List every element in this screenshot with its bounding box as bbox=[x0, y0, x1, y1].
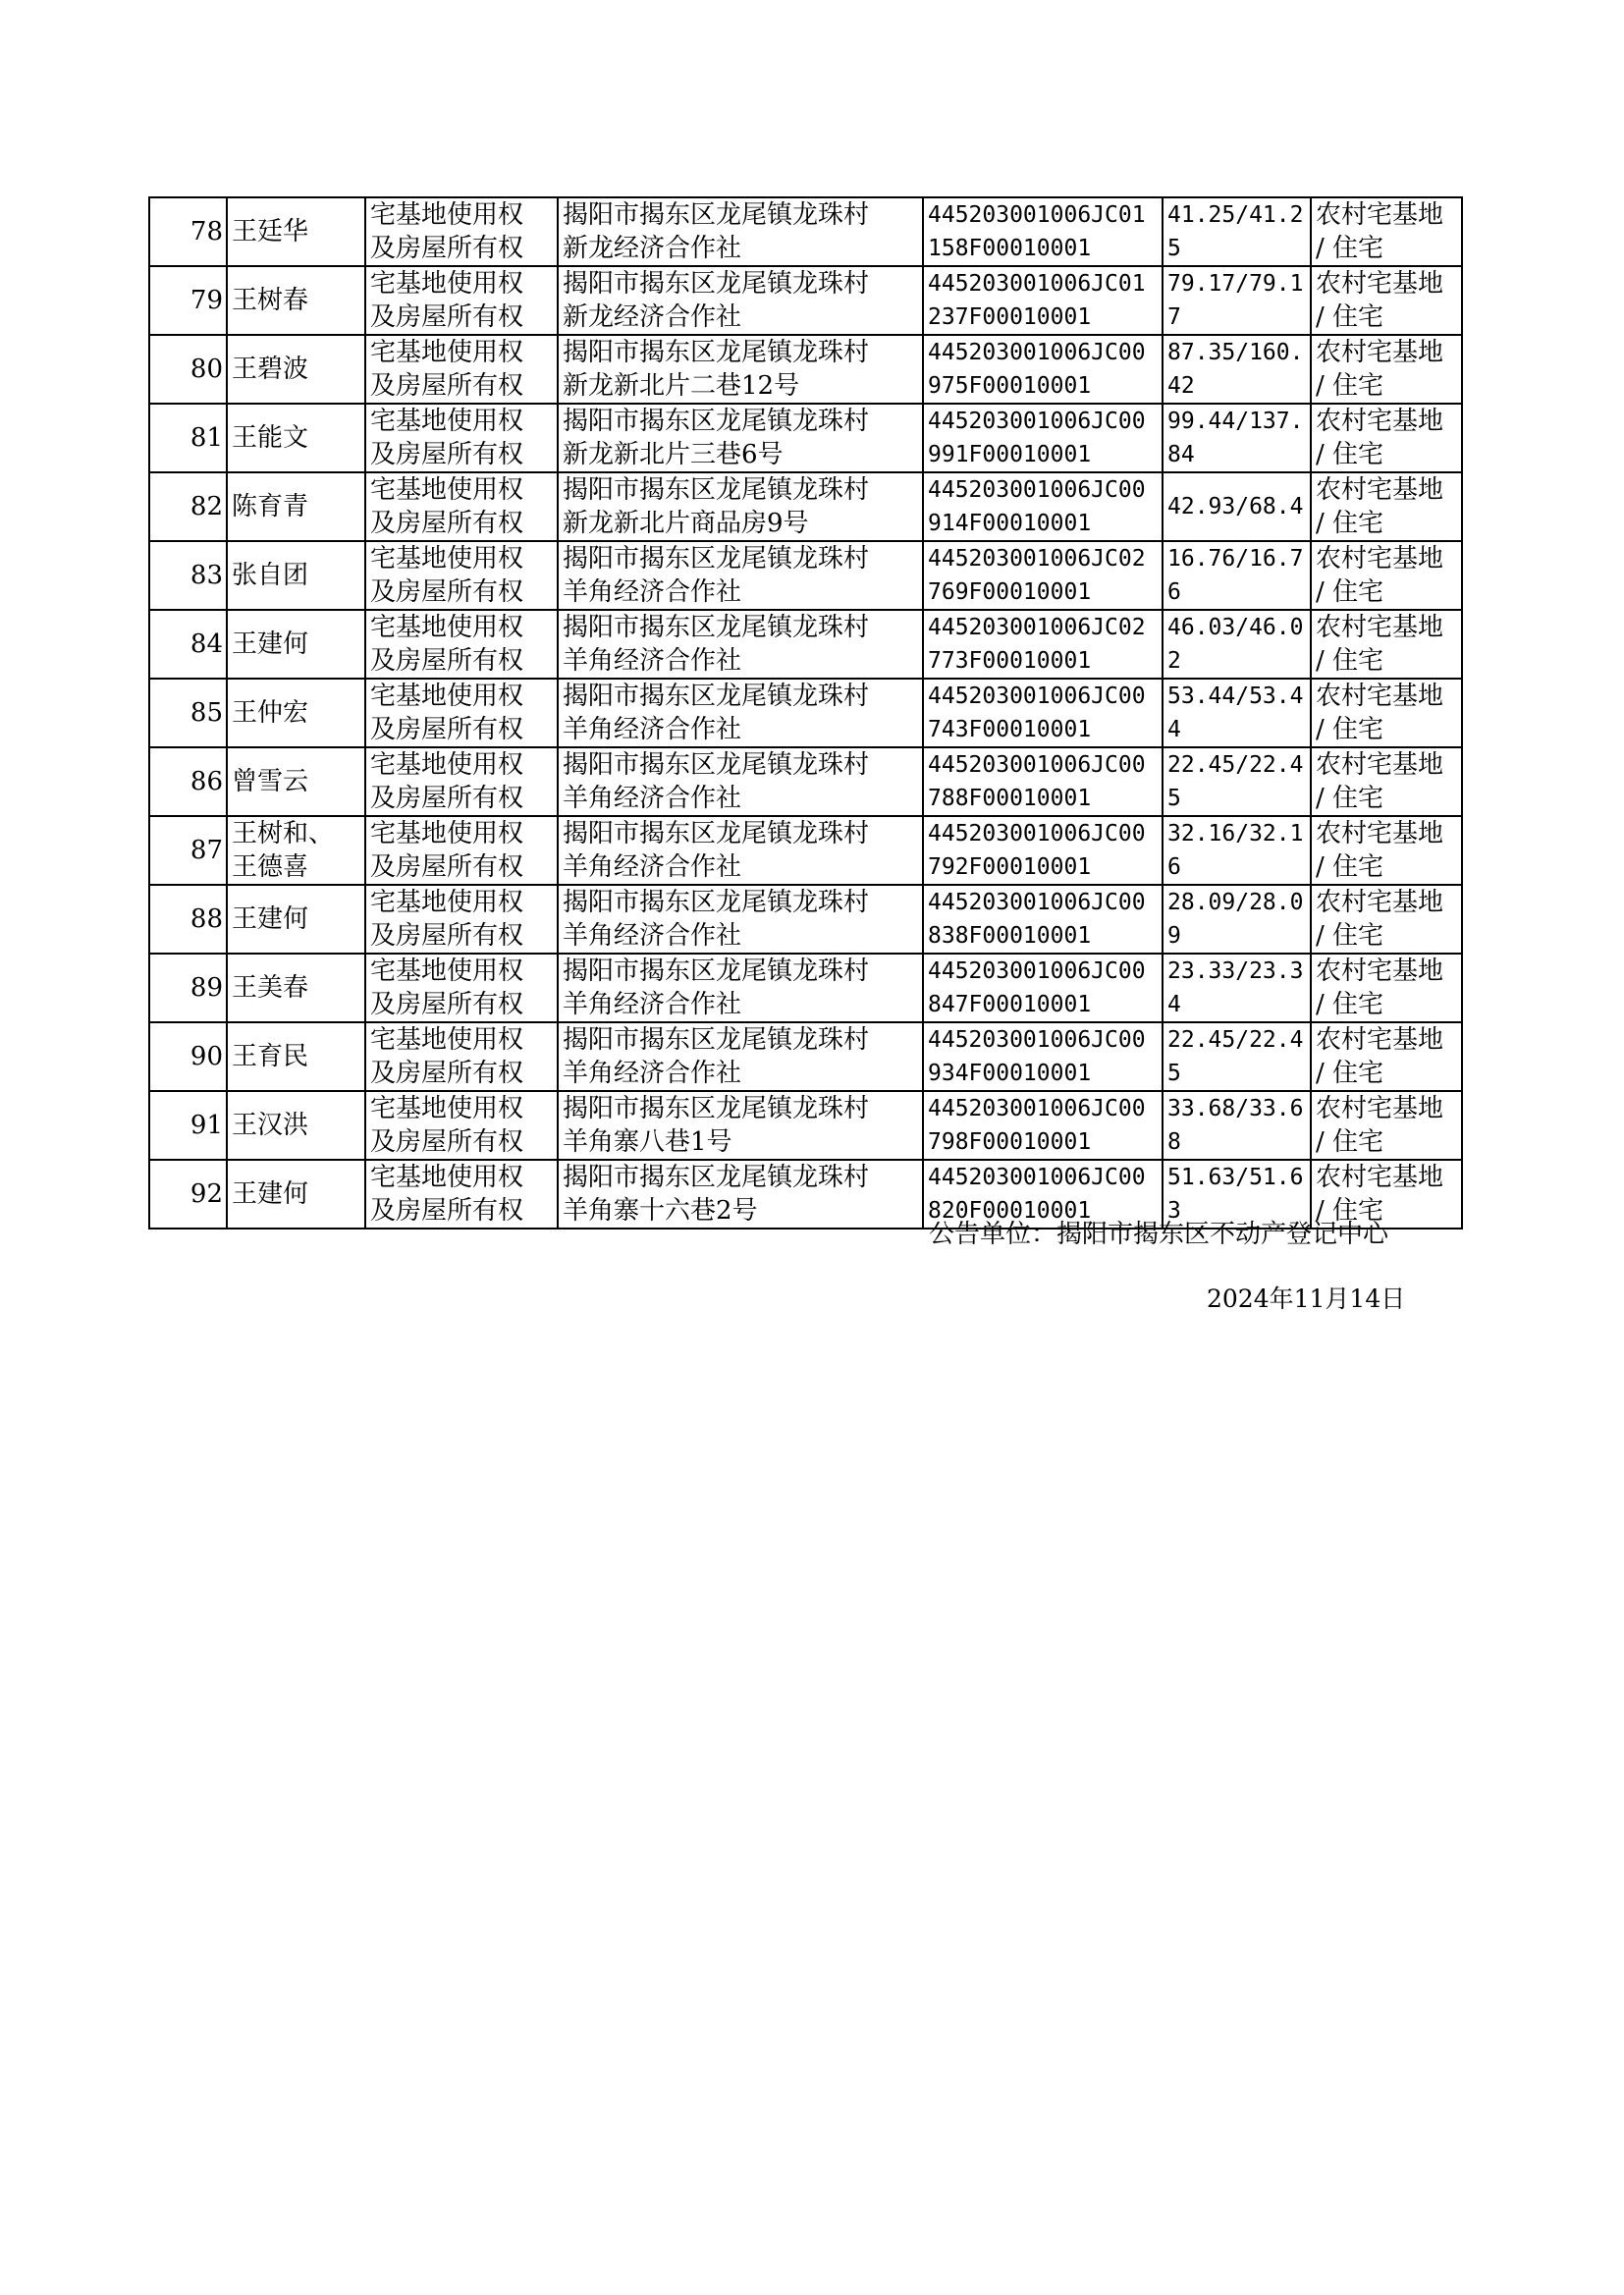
location-line: 新龙新北片商品房9号 bbox=[563, 509, 809, 538]
unit-number bbox=[923, 266, 1163, 335]
usage bbox=[1311, 885, 1462, 954]
right-type-line: 宅基地使用权 bbox=[370, 544, 524, 574]
announcing-unit: 公告单位：揭阳市揭东区不动产登记中心 bbox=[929, 1220, 1389, 1249]
right-type bbox=[365, 404, 558, 472]
location-line: 揭阳市揭东区龙尾镇龙珠村 bbox=[563, 750, 870, 780]
right-type-line: 及房屋所有权 bbox=[370, 646, 524, 676]
area-text: 42.93/68.4 bbox=[1167, 494, 1304, 519]
usage bbox=[1311, 404, 1462, 472]
row-number-text: 87 bbox=[189, 836, 223, 865]
unit-number-text: 445203001006JC00820F00010001 bbox=[928, 1165, 1146, 1224]
area-text: 41.25/41.25 bbox=[1167, 202, 1304, 261]
location-line: 揭阳市揭东区龙尾镇龙珠村 bbox=[563, 200, 870, 230]
location-line: 揭阳市揭东区龙尾镇龙珠村 bbox=[563, 888, 870, 917]
location-line: 羊角经济合作社 bbox=[563, 646, 742, 676]
right-type-line: 宅基地使用权 bbox=[370, 1025, 524, 1055]
usage-text: 农村宅基地 / 住宅 bbox=[1316, 1163, 1444, 1226]
row-number bbox=[149, 197, 227, 266]
area bbox=[1163, 472, 1311, 541]
unit-number-text: 445203001006JC02773F00010001 bbox=[928, 615, 1146, 674]
right-type-line: 及房屋所有权 bbox=[370, 371, 524, 401]
table-body bbox=[149, 197, 1462, 1229]
table-row bbox=[149, 335, 1462, 404]
table-row bbox=[149, 541, 1462, 610]
unit-number bbox=[923, 610, 1163, 679]
right-type-line: 及房屋所有权 bbox=[370, 577, 524, 607]
usage bbox=[1311, 610, 1462, 679]
property-location bbox=[558, 404, 923, 472]
right-type bbox=[365, 335, 558, 404]
owner-name-line: 王汉洪 bbox=[232, 1111, 309, 1140]
right-type-line: 宅基地使用权 bbox=[370, 407, 524, 436]
owner-name-line: 王树和、 bbox=[232, 819, 335, 848]
right-type bbox=[365, 541, 558, 610]
location-line: 新龙经济合作社 bbox=[563, 302, 742, 332]
property-location bbox=[558, 954, 923, 1022]
owner-name bbox=[227, 1022, 365, 1091]
unit-number-text: 445203001006JC00838F00010001 bbox=[928, 890, 1146, 949]
owner-name bbox=[227, 816, 365, 885]
usage-text: 农村宅基地 / 住宅 bbox=[1316, 200, 1444, 263]
row-number-text: 90 bbox=[189, 1042, 223, 1071]
row-number bbox=[149, 747, 227, 816]
area bbox=[1163, 1091, 1311, 1160]
usage-text: 农村宅基地 / 住宅 bbox=[1316, 269, 1444, 332]
right-type-line: 宅基地使用权 bbox=[370, 338, 524, 367]
right-type-line: 宅基地使用权 bbox=[370, 682, 524, 711]
location-line: 羊角经济合作社 bbox=[563, 921, 742, 951]
row-number-text: 83 bbox=[189, 561, 223, 590]
location-line: 揭阳市揭东区龙尾镇龙珠村 bbox=[563, 269, 870, 299]
usage-text: 农村宅基地 / 住宅 bbox=[1316, 682, 1444, 744]
unit-number bbox=[923, 1022, 1163, 1091]
usage-text: 农村宅基地 / 住宅 bbox=[1316, 1025, 1444, 1088]
table-row bbox=[149, 747, 1462, 816]
area bbox=[1163, 335, 1311, 404]
usage bbox=[1311, 335, 1462, 404]
right-type-line: 宅基地使用权 bbox=[370, 1163, 524, 1192]
row-number bbox=[149, 266, 227, 335]
location-line: 羊角经济合作社 bbox=[563, 715, 742, 744]
row-number bbox=[149, 1091, 227, 1160]
property-location bbox=[558, 472, 923, 541]
property-location bbox=[558, 335, 923, 404]
location-line: 揭阳市揭东区龙尾镇龙珠村 bbox=[563, 956, 870, 986]
area bbox=[1163, 816, 1311, 885]
table-row bbox=[149, 266, 1462, 335]
usage bbox=[1311, 197, 1462, 266]
location-line: 揭阳市揭东区龙尾镇龙珠村 bbox=[563, 338, 870, 367]
unit-number-text: 445203001006JC00792F00010001 bbox=[928, 821, 1146, 880]
table-row bbox=[149, 1091, 1462, 1160]
usage bbox=[1311, 472, 1462, 541]
right-type-line: 及房屋所有权 bbox=[370, 990, 524, 1019]
usage-text: 农村宅基地 / 住宅 bbox=[1316, 1094, 1444, 1157]
location-line: 羊角经济合作社 bbox=[563, 577, 742, 607]
row-number-text: 91 bbox=[189, 1111, 223, 1140]
location-line: 羊角寨八巷1号 bbox=[563, 1127, 732, 1157]
owner-name-line: 王德喜 bbox=[232, 852, 309, 882]
row-number-text: 79 bbox=[189, 286, 223, 315]
row-number-text: 89 bbox=[189, 973, 223, 1003]
owner-name bbox=[227, 954, 365, 1022]
usage-text: 农村宅基地 / 住宅 bbox=[1316, 475, 1444, 538]
unit-number bbox=[923, 816, 1163, 885]
right-type-line: 及房屋所有权 bbox=[370, 1127, 524, 1157]
right-type-line: 及房屋所有权 bbox=[370, 715, 524, 744]
table-row bbox=[149, 885, 1462, 954]
unit-number bbox=[923, 197, 1163, 266]
area-text: 22.45/22.45 bbox=[1167, 1027, 1304, 1086]
registration-table bbox=[148, 196, 1463, 1229]
property-location bbox=[558, 747, 923, 816]
area-text: 16.76/16.76 bbox=[1167, 546, 1304, 605]
area bbox=[1163, 610, 1311, 679]
owner-name-line: 王育民 bbox=[232, 1042, 309, 1071]
property-location bbox=[558, 541, 923, 610]
location-line: 揭阳市揭东区龙尾镇龙珠村 bbox=[563, 544, 870, 574]
area bbox=[1163, 197, 1311, 266]
unit-number-text: 445203001006JC01237F00010001 bbox=[928, 271, 1146, 330]
usage bbox=[1311, 747, 1462, 816]
right-type bbox=[365, 266, 558, 335]
location-line: 揭阳市揭东区龙尾镇龙珠村 bbox=[563, 1025, 870, 1055]
table-row bbox=[149, 610, 1462, 679]
unit-number-text: 445203001006JC00975F00010001 bbox=[928, 340, 1146, 399]
location-line: 揭阳市揭东区龙尾镇龙珠村 bbox=[563, 475, 870, 505]
unit-number bbox=[923, 679, 1163, 747]
right-type-line: 及房屋所有权 bbox=[370, 509, 524, 538]
usage bbox=[1311, 266, 1462, 335]
location-line: 羊角经济合作社 bbox=[563, 784, 742, 813]
location-line: 新龙新北片二巷12号 bbox=[563, 371, 800, 401]
right-type-line: 及房屋所有权 bbox=[370, 302, 524, 332]
table-row bbox=[149, 816, 1462, 885]
unit-number-text: 445203001006JC00934F00010001 bbox=[928, 1027, 1146, 1086]
unit-number-text: 445203001006JC00788F00010001 bbox=[928, 752, 1146, 811]
row-number-text: 81 bbox=[189, 423, 223, 453]
owner-name bbox=[227, 266, 365, 335]
row-number-text: 92 bbox=[189, 1179, 223, 1209]
unit-number bbox=[923, 1091, 1163, 1160]
location-line: 揭阳市揭东区龙尾镇龙珠村 bbox=[563, 1163, 870, 1192]
usage-text: 农村宅基地 / 住宅 bbox=[1316, 613, 1444, 676]
area-text: 22.45/22.45 bbox=[1167, 752, 1304, 811]
row-number bbox=[149, 472, 227, 541]
right-type bbox=[365, 679, 558, 747]
row-number bbox=[149, 679, 227, 747]
right-type-line: 宅基地使用权 bbox=[370, 269, 524, 299]
right-type-line: 宅基地使用权 bbox=[370, 475, 524, 505]
property-location bbox=[558, 610, 923, 679]
right-type-line: 及房屋所有权 bbox=[370, 234, 524, 263]
usage-text: 农村宅基地 / 住宅 bbox=[1316, 407, 1444, 469]
area-text: 87.35/160.42 bbox=[1167, 340, 1304, 399]
owner-name bbox=[227, 679, 365, 747]
right-type-line: 宅基地使用权 bbox=[370, 888, 524, 917]
area bbox=[1163, 679, 1311, 747]
table-row bbox=[149, 679, 1462, 747]
right-type bbox=[365, 816, 558, 885]
row-number-text: 80 bbox=[189, 355, 223, 384]
owner-name-line: 王树春 bbox=[232, 286, 309, 315]
right-type-line: 宅基地使用权 bbox=[370, 200, 524, 230]
usage-text: 农村宅基地 / 住宅 bbox=[1316, 956, 1444, 1019]
location-line: 羊角寨十六巷2号 bbox=[563, 1196, 758, 1226]
property-location bbox=[558, 679, 923, 747]
row-number-text: 78 bbox=[189, 217, 223, 246]
area-text: 33.68/33.68 bbox=[1167, 1096, 1304, 1155]
table-row bbox=[149, 197, 1462, 266]
row-number bbox=[149, 1022, 227, 1091]
owner-name bbox=[227, 885, 365, 954]
owner-name-line: 王仲宏 bbox=[232, 698, 309, 728]
usage-text: 农村宅基地 / 住宅 bbox=[1316, 338, 1444, 401]
unit-number-text: 445203001006JC02769F00010001 bbox=[928, 546, 1146, 605]
area-text: 99.44/137.84 bbox=[1167, 409, 1304, 467]
row-number bbox=[149, 335, 227, 404]
row-number-text: 86 bbox=[189, 767, 223, 796]
area bbox=[1163, 885, 1311, 954]
right-type bbox=[365, 747, 558, 816]
area-text: 53.44/53.44 bbox=[1167, 683, 1304, 742]
area-text: 46.03/46.02 bbox=[1167, 615, 1304, 674]
location-line: 揭阳市揭东区龙尾镇龙珠村 bbox=[563, 682, 870, 711]
unit-number-text: 445203001006JC00914F00010001 bbox=[928, 477, 1146, 536]
area bbox=[1163, 541, 1311, 610]
unit-number bbox=[923, 747, 1163, 816]
right-type bbox=[365, 472, 558, 541]
usage-text: 农村宅基地 / 住宅 bbox=[1316, 750, 1444, 813]
owner-name-line: 曾雪云 bbox=[232, 767, 309, 796]
announcement-date: 2024年11月14日 bbox=[1207, 1284, 1406, 1313]
owner-name-line: 陈育青 bbox=[232, 492, 309, 521]
right-type bbox=[365, 885, 558, 954]
owner-name bbox=[227, 1160, 365, 1229]
location-line: 羊角经济合作社 bbox=[563, 1059, 742, 1088]
row-number bbox=[149, 1160, 227, 1229]
table-row bbox=[149, 954, 1462, 1022]
owner-name bbox=[227, 404, 365, 472]
property-location bbox=[558, 1022, 923, 1091]
row-number bbox=[149, 404, 227, 472]
right-type bbox=[365, 1091, 558, 1160]
owner-name-line: 王建何 bbox=[232, 1179, 309, 1209]
location-line: 新龙经济合作社 bbox=[563, 234, 742, 263]
right-type bbox=[365, 1160, 558, 1229]
location-line: 揭阳市揭东区龙尾镇龙珠村 bbox=[563, 613, 870, 642]
usage bbox=[1311, 1091, 1462, 1160]
usage-text: 农村宅基地 / 住宅 bbox=[1316, 544, 1444, 607]
area-text: 23.33/23.34 bbox=[1167, 958, 1304, 1017]
right-type-line: 及房屋所有权 bbox=[370, 1059, 524, 1088]
right-type-line: 及房屋所有权 bbox=[370, 1196, 524, 1226]
usage-text: 农村宅基地 / 住宅 bbox=[1316, 819, 1444, 882]
right-type bbox=[365, 954, 558, 1022]
right-type-line: 宅基地使用权 bbox=[370, 819, 524, 848]
owner-name-line: 王建何 bbox=[232, 904, 309, 934]
owner-name-line: 王建何 bbox=[232, 629, 309, 659]
unit-number bbox=[923, 404, 1163, 472]
area-text: 32.16/32.16 bbox=[1167, 821, 1304, 880]
owner-name-line: 王碧波 bbox=[232, 355, 309, 384]
row-number bbox=[149, 885, 227, 954]
area bbox=[1163, 1022, 1311, 1091]
right-type bbox=[365, 610, 558, 679]
area bbox=[1163, 404, 1311, 472]
unit-number-text: 445203001006JC00743F00010001 bbox=[928, 683, 1146, 742]
right-type bbox=[365, 1022, 558, 1091]
right-type-line: 宅基地使用权 bbox=[370, 613, 524, 642]
right-type-line: 宅基地使用权 bbox=[370, 956, 524, 986]
area-text: 28.09/28.09 bbox=[1167, 890, 1304, 949]
table-row bbox=[149, 472, 1462, 541]
owner-name bbox=[227, 747, 365, 816]
unit-number bbox=[923, 472, 1163, 541]
table-row bbox=[149, 1022, 1462, 1091]
area bbox=[1163, 954, 1311, 1022]
owner-name bbox=[227, 610, 365, 679]
right-type-line: 及房屋所有权 bbox=[370, 440, 524, 469]
owner-name bbox=[227, 541, 365, 610]
location-line: 新龙新北片三巷6号 bbox=[563, 440, 784, 469]
row-number bbox=[149, 954, 227, 1022]
row-number-text: 82 bbox=[189, 492, 223, 521]
row-number bbox=[149, 816, 227, 885]
owner-name bbox=[227, 1091, 365, 1160]
row-number-text: 85 bbox=[189, 698, 223, 728]
area bbox=[1163, 266, 1311, 335]
property-location bbox=[558, 266, 923, 335]
location-line: 揭阳市揭东区龙尾镇龙珠村 bbox=[563, 1094, 870, 1123]
right-type-line: 及房屋所有权 bbox=[370, 784, 524, 813]
unit-number-text: 445203001006JC00847F00010001 bbox=[928, 958, 1146, 1017]
usage-text: 农村宅基地 / 住宅 bbox=[1316, 888, 1444, 951]
owner-name-line: 王能文 bbox=[232, 423, 309, 453]
row-number-text: 88 bbox=[189, 904, 223, 934]
right-type bbox=[365, 197, 558, 266]
usage bbox=[1311, 954, 1462, 1022]
table-row bbox=[149, 404, 1462, 472]
right-type-line: 宅基地使用权 bbox=[370, 750, 524, 780]
unit-number-text: 445203001006JC01158F00010001 bbox=[928, 202, 1146, 261]
owner-name-line: 张自团 bbox=[232, 561, 309, 590]
owner-name-line: 王美春 bbox=[232, 973, 309, 1003]
area bbox=[1163, 747, 1311, 816]
unit-number bbox=[923, 954, 1163, 1022]
unit-number-text: 445203001006JC00991F00010001 bbox=[928, 409, 1146, 467]
owner-name-line: 王廷华 bbox=[232, 217, 309, 246]
property-location bbox=[558, 1091, 923, 1160]
area-text: 79.17/79.17 bbox=[1167, 271, 1304, 330]
unit-number bbox=[923, 335, 1163, 404]
area-text: 51.63/51.63 bbox=[1167, 1165, 1304, 1224]
row-number-text: 84 bbox=[189, 629, 223, 659]
usage bbox=[1311, 1022, 1462, 1091]
location-line: 揭阳市揭东区龙尾镇龙珠村 bbox=[563, 819, 870, 848]
usage bbox=[1311, 679, 1462, 747]
location-line: 羊角经济合作社 bbox=[563, 990, 742, 1019]
right-type-line: 及房屋所有权 bbox=[370, 921, 524, 951]
row-number bbox=[149, 541, 227, 610]
row-number bbox=[149, 610, 227, 679]
usage bbox=[1311, 816, 1462, 885]
property-location bbox=[558, 816, 923, 885]
location-line: 揭阳市揭东区龙尾镇龙珠村 bbox=[563, 407, 870, 436]
property-location bbox=[558, 197, 923, 266]
owner-name bbox=[227, 197, 365, 266]
unit-number-text: 445203001006JC00798F00010001 bbox=[928, 1096, 1146, 1155]
usage bbox=[1311, 541, 1462, 610]
property-location bbox=[558, 1160, 923, 1229]
right-type-line: 宅基地使用权 bbox=[370, 1094, 524, 1123]
owner-name bbox=[227, 335, 365, 404]
right-type-line: 及房屋所有权 bbox=[370, 852, 524, 882]
location-line: 羊角经济合作社 bbox=[563, 852, 742, 882]
unit-number bbox=[923, 885, 1163, 954]
owner-name bbox=[227, 472, 365, 541]
property-location bbox=[558, 885, 923, 954]
unit-number bbox=[923, 541, 1163, 610]
